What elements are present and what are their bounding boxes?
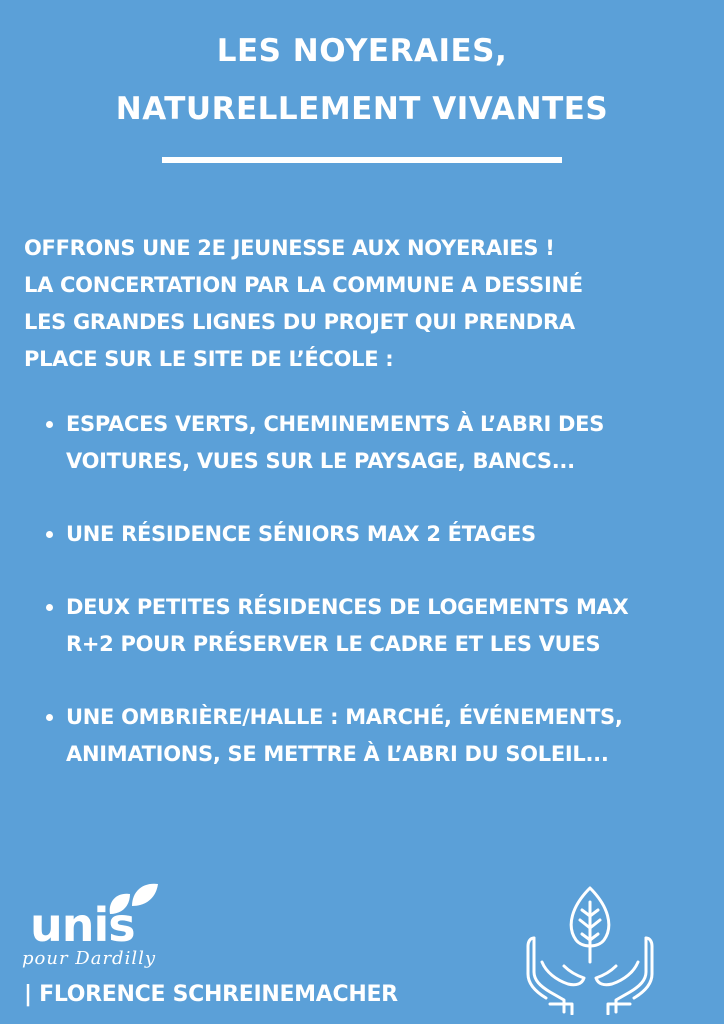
intro-line: PLACE SUR LE SITE DE L’ÉCOLE : xyxy=(24,347,394,371)
list-item xyxy=(44,516,714,553)
title-line-1: LES NOYERAIES, xyxy=(216,33,508,69)
intro-line: OFFRONS UNE 2E JEUNESSE AUX NOYERAIES ! xyxy=(24,236,555,260)
author-name: | FLORENCE SCHREINEMACHER xyxy=(24,982,398,1007)
logo-wordmark: unis xyxy=(30,898,135,952)
bullet-dot xyxy=(46,714,53,721)
project-list xyxy=(44,406,714,809)
page-title xyxy=(0,22,724,138)
list-item-line: R+2 POUR PRÉSERVER LE CADRE ET LES VUES xyxy=(66,632,601,656)
bullet-dot xyxy=(46,604,53,611)
logo-tagline: pour Dardilly xyxy=(22,948,157,969)
hands-holding-plant-icon xyxy=(520,880,660,1015)
intro-paragraph xyxy=(24,230,714,378)
intro-line: LES GRANDES LIGNES DU PROJET QUI PRENDRA xyxy=(24,310,575,334)
list-item xyxy=(44,406,714,480)
list-item-line: ESPACES VERTS, CHEMINEMENTS À L’ABRI DES xyxy=(66,412,605,436)
title-divider xyxy=(162,157,562,163)
list-item-line: ANIMATIONS, SE METTRE À L’ABRI DU SOLEIL... xyxy=(66,742,609,766)
unis-logo xyxy=(22,880,222,980)
list-item-line: UNE OMBRIÈRE/HALLE : MARCHÉ, ÉVÉNEMENTS, xyxy=(66,705,623,729)
intro-line: LA CONCERTATION PAR LA COMMUNE A DESSINÉ xyxy=(24,273,583,297)
list-item-line: DEUX PETITES RÉSIDENCES DE LOGEMENTS MAX xyxy=(66,595,629,619)
list-item xyxy=(44,589,714,663)
bullet-dot xyxy=(46,531,53,538)
list-item-line: VOITURES, VUES SUR LE PAYSAGE, BANCS... xyxy=(66,449,575,473)
list-item xyxy=(44,699,714,773)
bullet-dot xyxy=(46,421,53,428)
title-line-2: NATURELLEMENT VIVANTES xyxy=(115,91,609,127)
list-item-line: UNE RÉSIDENCE SÉNIORS MAX 2 ÉTAGES xyxy=(66,522,536,546)
